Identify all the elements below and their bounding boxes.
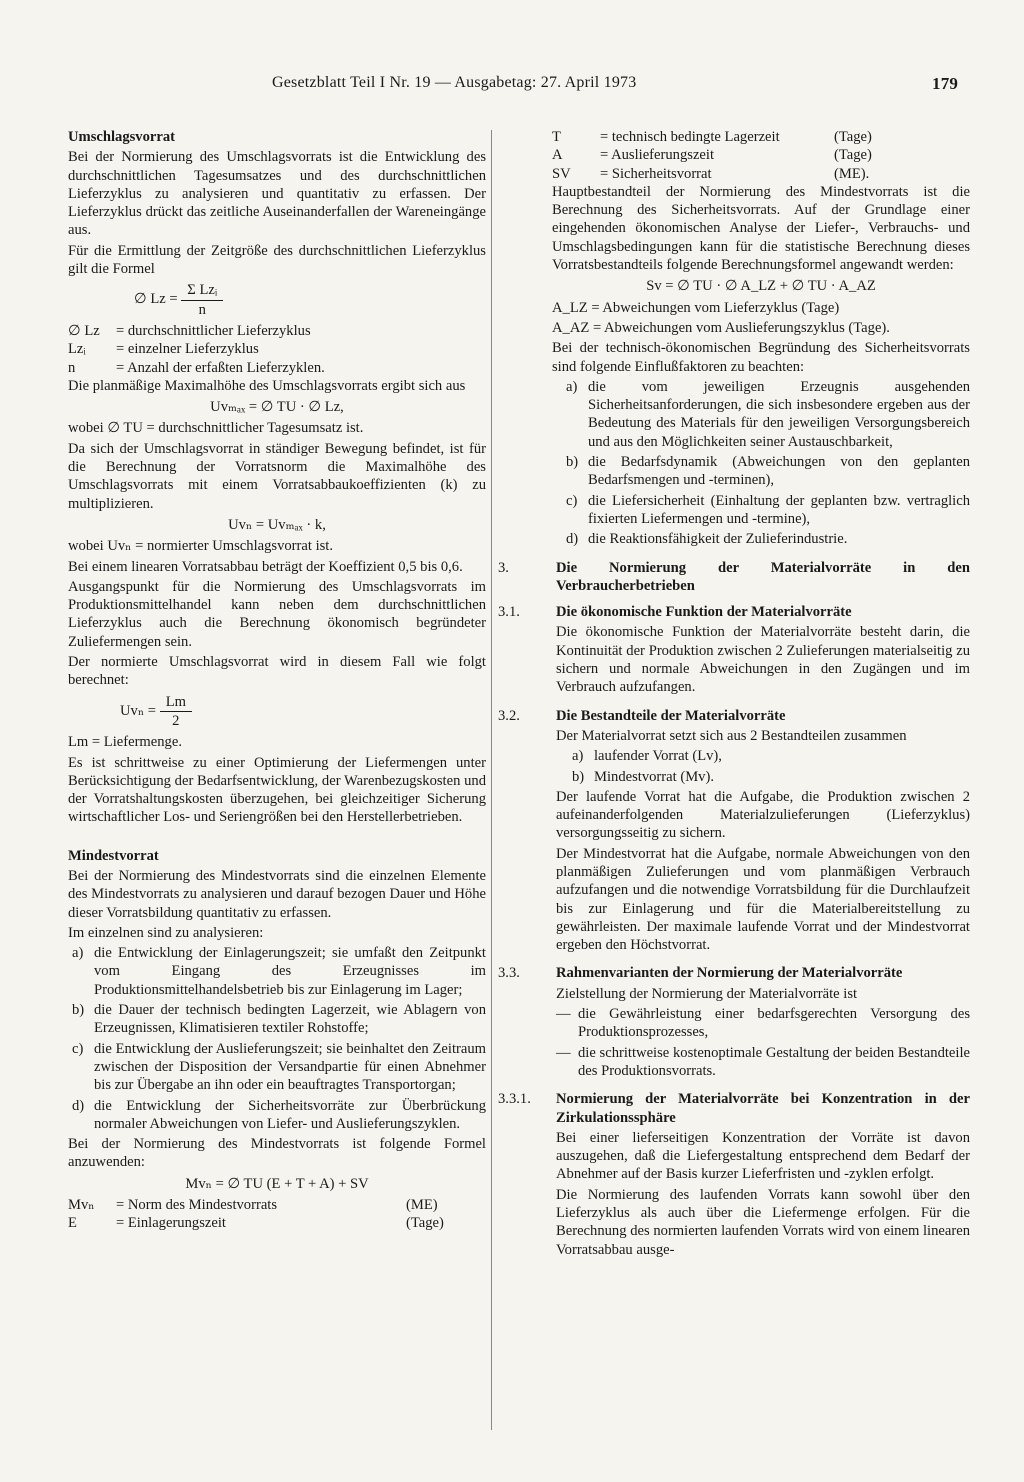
section-3-2: 3.2. Die Bestandteile der Materialvorräte (498, 707, 786, 724)
list-item: b) die Dauer der technisch bedingten Lagerzeit, wie Ablagern von Erzeugnissen, Klimatisieren textiler Rohstoffe; (72, 1002, 486, 1037)
page-header (272, 74, 972, 92)
formula-sicherheitsvorrat: Sv = ∅ TU · ∅ A_LZ + ∅ TU · A_AZ (646, 278, 876, 295)
definition-row: Mvₙ = Norm des Mindestvorrats (ME) (68, 1197, 438, 1214)
paragraph: Die Normierung des laufenden Vorrats kann sowohl über den Lieferzyklus als auch über die Liefermenge erfolgen. Für die Berechnung des normierten laufenden Vorrats wird von einem linearen Vorratsabbau ausge- (556, 1186, 970, 1258)
definition-row: T = technisch bedingte Lagerzeit (Tage) (552, 129, 872, 145)
paragraph: Bei der technisch-ökonomischen Begründung des Sicherheitsvorrats sind folgende Einflußfaktoren zu beachten: (552, 340, 970, 375)
list-item: b) die Bedarfsdynamik (Abweichungen von den geplanten Bedarfsmengen und -terminen), (566, 454, 970, 489)
paragraph: Die planmäßige Maximalhöhe des Umschlagsvorrats ergibt sich aus (68, 377, 466, 394)
paragraph: Im einzelnen sind zu analysieren: (68, 924, 264, 941)
section-heading-umschlagsvorrat: Umschlagsvorrat (68, 129, 176, 145)
paragraph: Der normierte Umschlagsvorrat wird in diesem Fall wie folgt berechnet: (68, 654, 486, 689)
paragraph: Der Materialvorrat setzt sich aus 2 Bestandteilen zusammen (556, 727, 907, 744)
formula-liefermenge: Uvₙ = $\frac{Lm}{2}$ (68, 693, 486, 731)
paragraph: Die ökonomische Funktion der Materialvorräte besteht darin, die Kontinuität der Produktion zwischen 2 Zulieferungen materialseitig zu sichern und normale Abweichungen in den Zugängen und im Verbrauch aufzufangen. (556, 624, 970, 696)
paragraph: Der Mindestvorrat hat die Aufgabe, normale Abweichungen von den planmäßigen Zulieferungen und vom planmäßigen Verbrauch aufzufangen und die notwendige Vorratsbildung für die Durchlaufzeit bis zur Einlagerung und für die Materialbereitstellung zu gewährleisten. Der maximale laufende Vorrat und der Mindestvorrat ergeben den Höchstvorrat. (556, 845, 970, 954)
paragraph: Bei der Normierung des Mindestvorrats sind die einzelnen Elemente des Mindestvorrats zu analysieren und darauf bezogen Dauer und Höhe dieser Vorratsbildung quantitativ zu erfassen. (68, 867, 486, 921)
page-number: 179 (932, 74, 959, 93)
list-item: d) die Reaktionsfähigkeit der Zulieferindustrie. (566, 531, 848, 548)
definition-row: n = Anzahl der erfaßten Lieferzyklen. (68, 359, 325, 376)
formula-max: Uvₘₐₓ = ∅ TU · ∅ Lz, (210, 399, 344, 416)
formula-average-cycle: ∅ Lz = $\frac{\text{Σ Lzᵢ}}{n}$ (68, 281, 486, 319)
fraction: $\frac{\text{Σ Lzᵢ}}{n}$ (181, 281, 223, 319)
list-item: a) die vom jeweiligen Erzeugnis ausgehenden Sicherheitsanforderungen, die sich insbesondere ergeben aus der Bedeutung des Materials für den jeweiligen Versorgungsbereich und aus den Möglichkeiten seiner Austauschbarkeit, (566, 378, 970, 450)
paragraph: Bei der Normierung des Umschlagsvorrats ist die Entwicklung des durchschnittlichen Tagesumsatzes und des durchschnittlichen Lieferzyklus zu analysieren und quantitativ zu erfassen. Der Lieferzyklus drückt das zeitliche Auseinanderfallen der Wareneingänge aus. (68, 149, 486, 239)
paragraph: Hauptbestandteil der Normierung des Mindestvorrats ist die Berechnung des Sicherheitsvorrats. Auf der Grundlage einer eingehenden ökonomischen Analyse der Liefer-, Verbrauchs- und Umschlagsbedingungen kann für die statistische Berechnung dieses Vorratsbestandteils folgende Berechnungsformel angewandt werden: (552, 183, 970, 274)
formula-mindestvorrat: Mvₙ = ∅ TU (E + T + A) + SV (185, 1175, 369, 1192)
definition-row: E = Einlagerungszeit (Tage) (68, 1215, 444, 1232)
right-column (498, 128, 970, 1261)
list-item: — die Gewährleistung einer bedarfsgerechten Versorgung des Produktionsprozesses, (556, 1006, 970, 1041)
paragraph: Bei der Normierung des Mindestvorrats ist folgende Formel anzuwenden: (68, 1136, 486, 1171)
list-item: — die schrittweise kostenoptimale Gestaltung der beiden Bestandteile des Produktionsvorrats. (556, 1044, 970, 1079)
section-3-3-1: 3.3.1. Normierung der Materialvorräte bei Konzentration in der Zirkulationssphäre (498, 1091, 970, 1126)
paragraph: wobei Uvₙ = normierter Umschlagsvorrat ist. (68, 538, 334, 555)
left-column (68, 128, 486, 1233)
list-item: c) die Liefersicherheit (Einhaltung der geplanten bzw. vertraglich fixierten Liefermengen und -termine), (566, 492, 970, 527)
list-item: c) die Entwicklung der Auslieferungszeit; sie beinhaltet den Zeitraum zwischen der Disposition der Versandpartie für einen Abnehmer bis zur Übergabe an ihn oder ein beauftragtes Transportorgan; (72, 1040, 486, 1094)
section-3-1: 3.1. Die ökonomische Funktion der Materialvorräte (498, 604, 852, 621)
section-3-3: 3.3. Rahmenvarianten der Normierung der Materialvorräte (498, 965, 903, 982)
running-title: Gesetzblatt Teil I Nr. 19 — Ausgabetag: 27. April 1973 (272, 74, 637, 91)
definition-row: Lzᵢ = einzelner Lieferzyklus (68, 341, 259, 358)
list-item: d) die Entwicklung der Sicherheitsvorräte zur Überbrückung normaler Abweichungen von Liefer- und Auslieferungszyklen. (72, 1097, 486, 1132)
section-3: 3. Die Normierung der Materialvorräte in den Verbraucherbetrieben (498, 559, 970, 594)
definition-row: A = Auslieferungszeit (Tage) (552, 147, 872, 164)
paragraph: A_AZ = Abweichungen vom Auslieferungszyklus (Tage). (552, 319, 890, 336)
list-item: a) die Entwicklung der Einlagerungszeit; sie umfaßt den Zeitpunkt vom Eingang des Erzeugnisses im Produktionsmittelhandelsbetrieb bis zur Einlagerung im Lager; (72, 945, 486, 998)
fraction: $\frac{Lm}{2}$ (160, 693, 192, 731)
paragraph: Da sich der Umschlagsvorrat in ständiger Bewegung befindet, ist für die Berechnung der Vorratsnorm die Maximalhöhe des Umschlagsvorrats mit einem Vorratsabbaukoeffizienten (k) zu multiplizieren. (68, 440, 486, 512)
definition-row: ∅ Lz = durchschnittlicher Lieferzyklus (68, 322, 311, 339)
paragraph: Bei einem linearen Vorratsabbau beträgt der Koeffizient 0,5 bis 0,6. (68, 558, 463, 575)
paragraph: Es ist schrittweise zu einer Optimierung der Liefermengen unter Berücksichtigung der Bedarfsentwicklung, der Warenbezugskosten und der Vorratshaltungskosten überzugehen, bei gleichzeitiger Sicherung wirtschaftlicher Los- und Seriengrößen bei den Herstellerbetrieben. (68, 754, 486, 826)
paragraph: Ausgangspunkt für die Normierung des Umschlagsvorrats im Produktionsmittelhandel kann neben dem durchschnittlichen Lieferzyklus auch die Berechnung ökonomisch begründeter Zuliefermengen sein. (68, 578, 486, 650)
list-item: a) laufender Vorrat (Lv), (572, 748, 722, 765)
paragraph: Der laufende Vorrat hat die Aufgabe, die Produktion zwischen 2 aufeinanderfolgenden Materialzulieferungen (Lieferzyklus) versorgungsseitig zu sichern. (556, 788, 970, 842)
paragraph: A_LZ = Abweichungen vom Lieferzyklus (Tage) (552, 299, 840, 316)
paragraph: Für die Ermittlung der Zeitgröße des durchschnittlichen Lieferzyklus gilt die Formel (68, 242, 486, 278)
right-intro-block (498, 183, 970, 549)
paragraph: wobei ∅ TU = durchschnittlicher Tagesumsatz ist. (68, 420, 364, 437)
paragraph: Lm = Liefermenge. (68, 734, 182, 751)
list-item: b) Mindestvorrat (Mv). (572, 768, 714, 785)
paragraph: Bei einer lieferseitigen Konzentration der Vorräte ist davon auszugehen, daß die Liefergestaltung entsprechend dem Bedarf der Abnehmer auf der Basis kurzer Lieferfristen und -zyklen erfolgt. (556, 1129, 970, 1183)
section-heading-mindestvorrat: Mindestvorrat (68, 847, 159, 864)
column-divider (491, 130, 492, 1430)
definition-row: SV = Sicherheitsvorrat (ME). (552, 165, 870, 182)
paragraph: Zielstellung der Normierung der Materialvorräte ist (556, 985, 858, 1002)
formula-normed: Uvₙ = Uvₘₐₓ · k, (228, 516, 326, 533)
